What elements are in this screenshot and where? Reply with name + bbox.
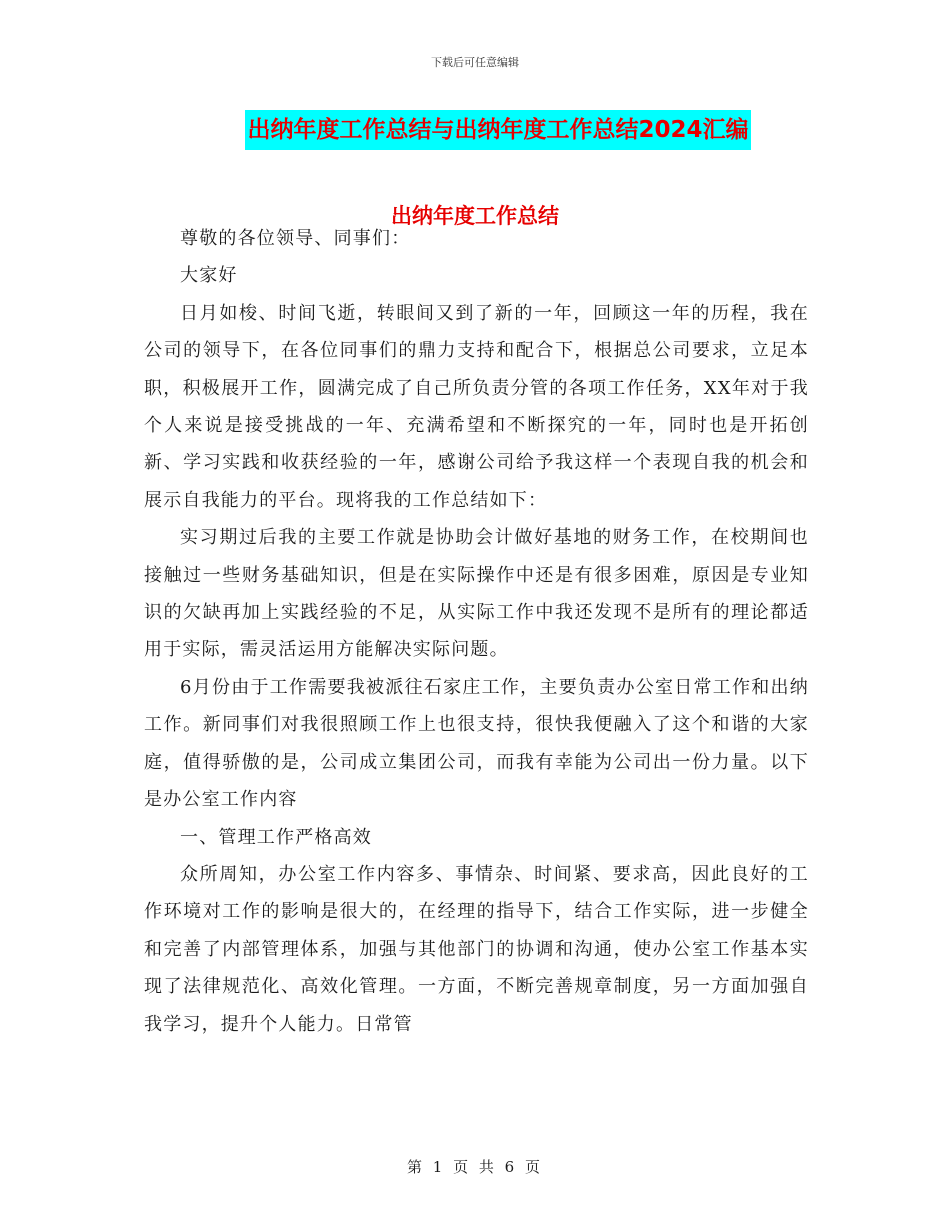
paragraph-greeting: 大家好 bbox=[180, 265, 238, 287]
paragraph-heading-management: 一、管理工作严格高效 bbox=[180, 826, 372, 848]
paragraph-intro: 日月如梭、时间飞逝，转眼间又到了新的一年，回顾这一年的历程，我在公司的领导下，在各位同事们的鼎力支持和配合下，根据总公司要求，立足本职，积极展开工作，圆满完成了自己所负责分管的各项工作任务，XX年对于我个人来说是接受挑战的一年、充满希望和不断探究的一年，同时也是开拓创新、学习实践和收获经验的一年，感谢公司给予我这样一个表现自我的机会和展示自我能力的平台。现将我的工作总结如下： bbox=[144, 302, 809, 511]
page-number: 第 1 页 共 6 页 bbox=[407, 1158, 543, 1176]
document-body bbox=[144, 220, 809, 1043]
paragraph-management: 众所周知，办公室工作内容多、事情杂、时间紧、要求高，因此良好的工作环境对工作的影响是很大的，在经理的指导下，结合工作实际，进一步健全和完善了内部管理体系，加强与其他部门的协调和沟通，使办公室工作基本实现了法律规范化、高效化管理。一方面，不断完善规章制度，另一方面加强自我学习，提升个人能力。日常管 bbox=[144, 863, 809, 1035]
section-title: 出纳年度工作总结 bbox=[391, 204, 559, 228]
paragraph-salutation: 尊敬的各位领导、同事们： bbox=[180, 228, 411, 249]
paragraph-internship: 实习期过后我的主要工作就是协助会计做好基地的财务工作，在校期间也接触过一些财务基础知识，但是在实际操作中还是有很多困难，原因是专业知识的欠缺再加上实践经验的不足，从实际工作中我还发现不是所有的理论都适用于实际，需灵活运用方能解决实际问题。 bbox=[144, 527, 809, 661]
document-title: 出纳年度工作总结与出纳年度工作总结2024汇编 bbox=[245, 110, 750, 150]
page-header-note: 下载后可任意编辑 bbox=[431, 56, 519, 69]
document-title-container bbox=[0, 110, 950, 150]
paragraph-transfer: 6月份由于工作需要我被派往石家庄工作，主要负责办公室日常工作和出纳工作。新同事们对我很照顾工作上也很支持，很快我便融入了这个和谐的大家庭，值得骄傲的是，公司成立集团公司，而我有幸能为公司出一份力量。以下是办公室工作内容 bbox=[144, 676, 809, 811]
